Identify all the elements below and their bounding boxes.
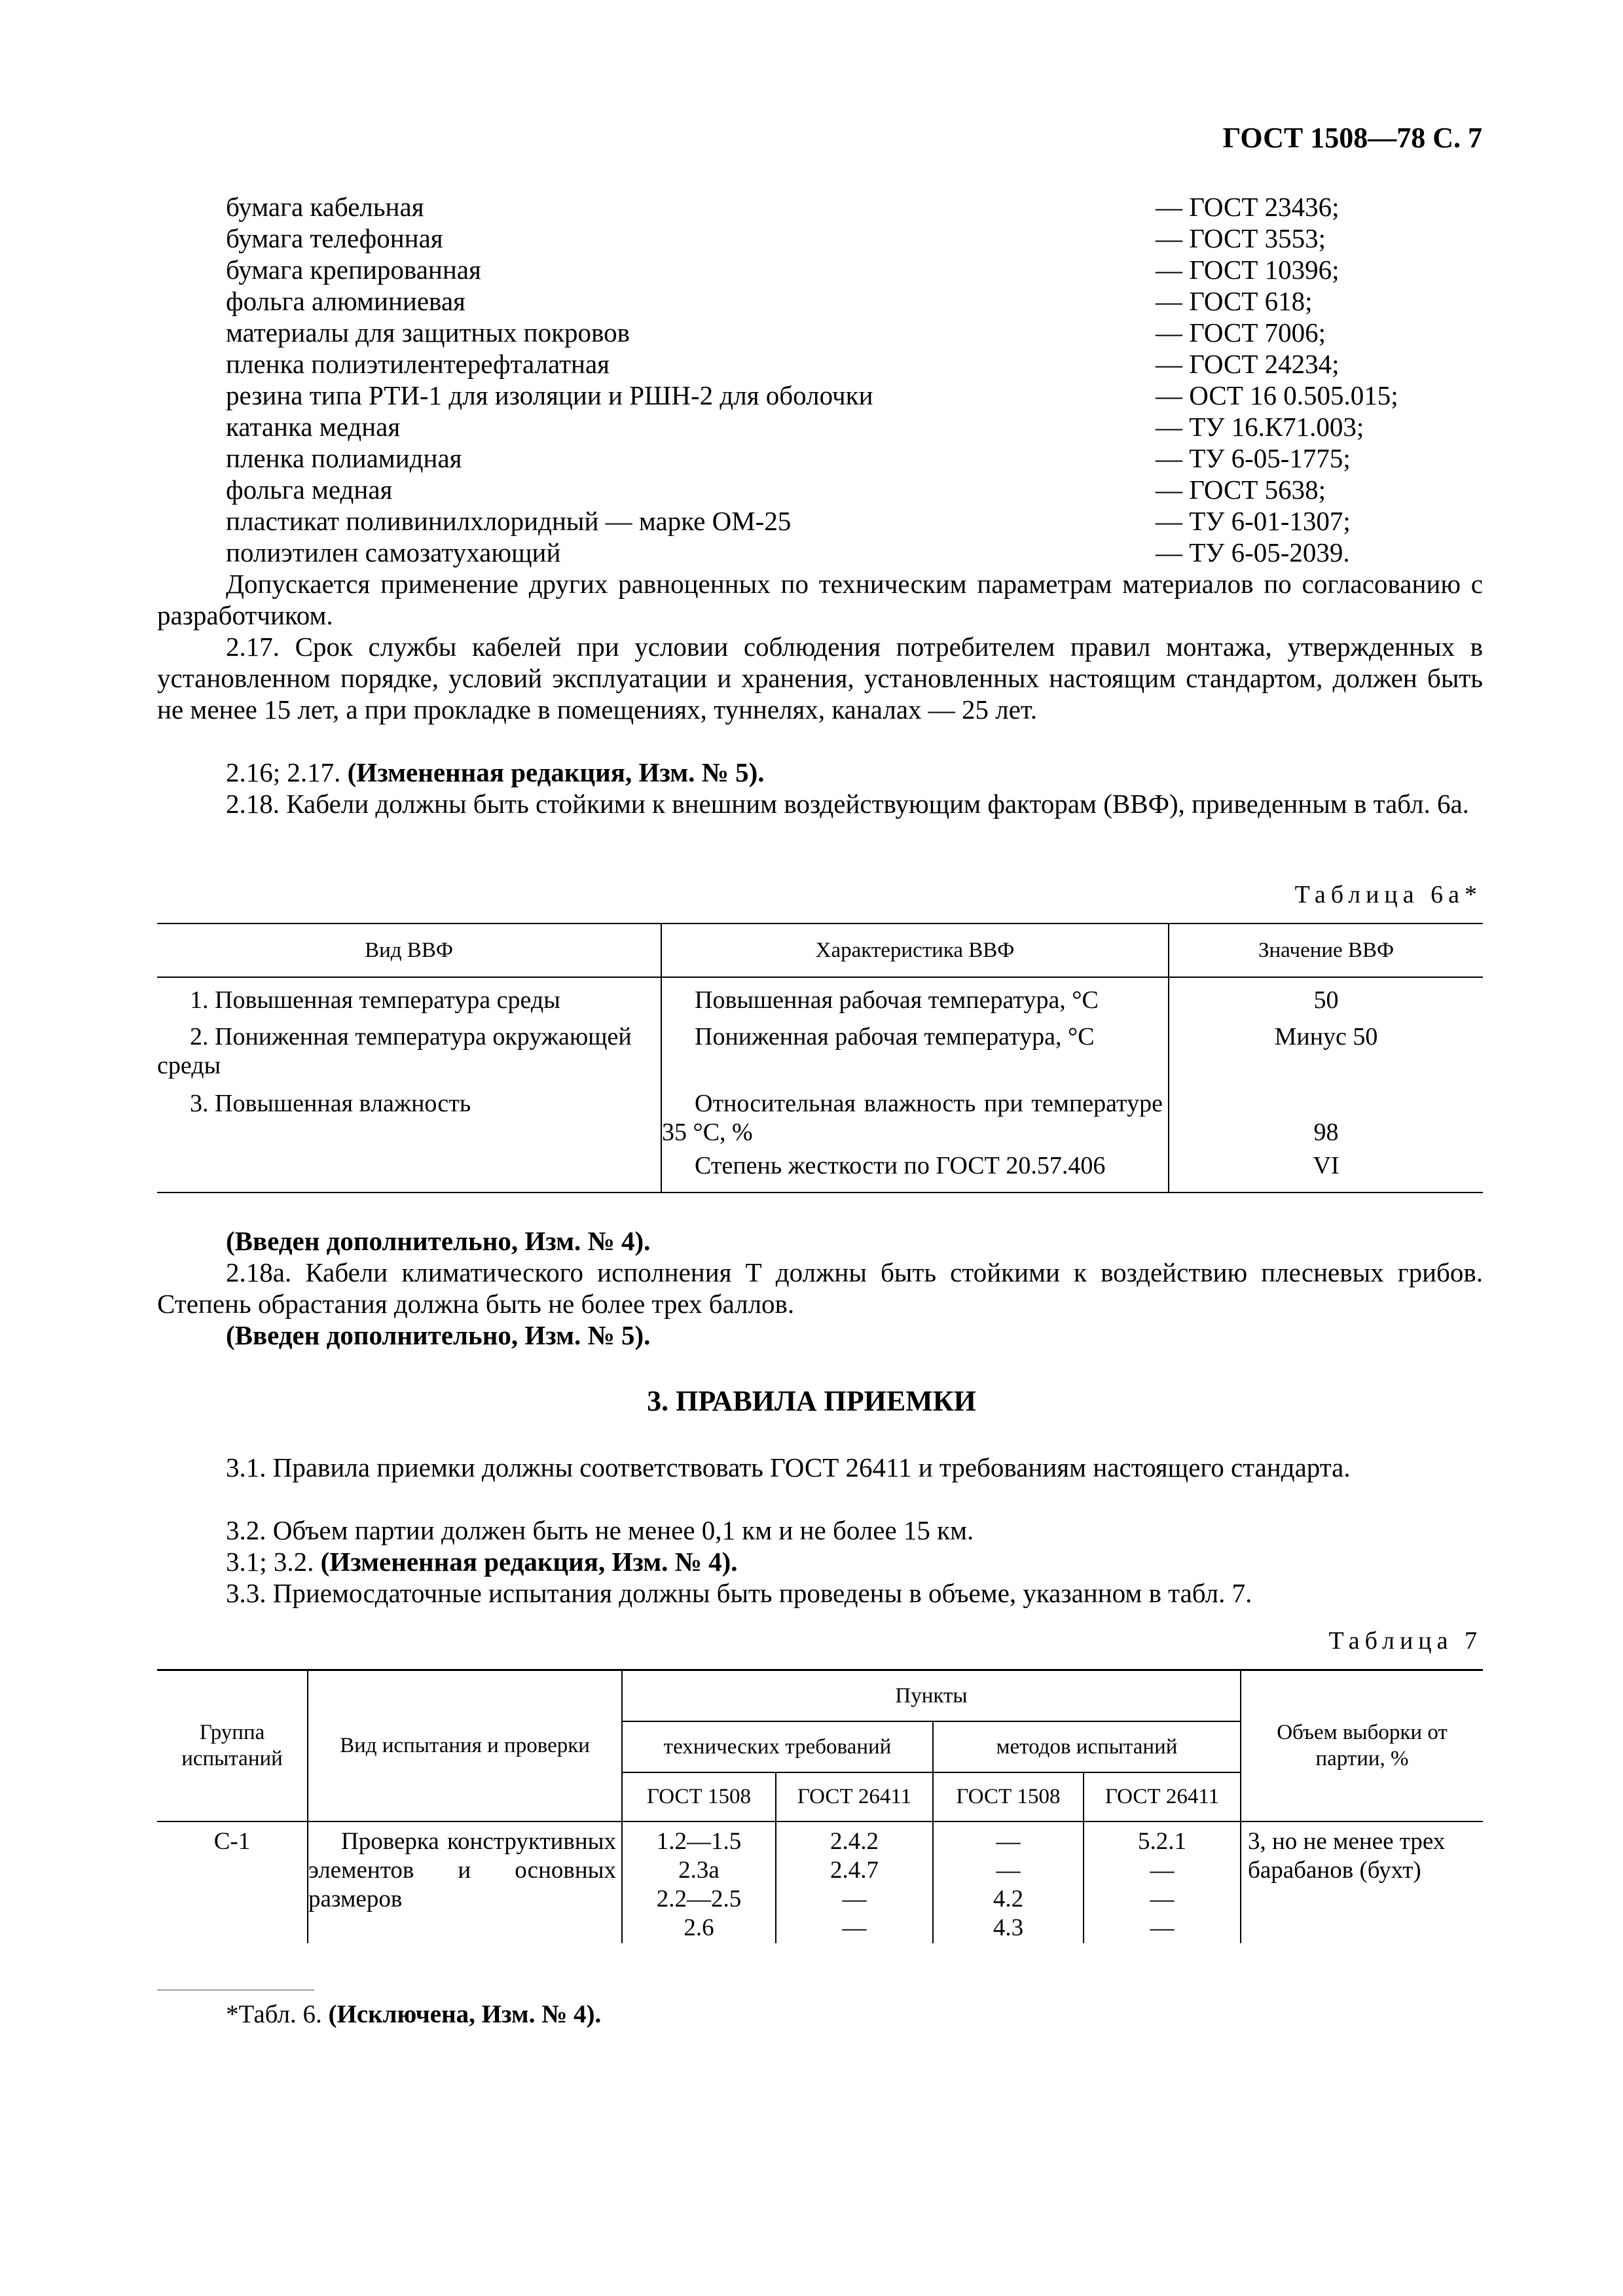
cell-tech-gost1508 [622,1821,776,1943]
material-name: материалы для защитных покровов [226,317,630,348]
material-standard: — ТУ 6-05-1775; [1156,443,1351,473]
column-header-gost26411: ГОСТ 26411 [776,1772,933,1821]
footnote-ref: *Табл. 6. [226,2000,322,2028]
material-name: бумага кабельная [226,192,424,222]
list-item [226,254,1483,285]
column-header-characteristic: Характеристика ВВФ [661,924,1169,977]
paragraph-2-18: 2.18. Кабели должны быть стойкими к внешним воздействующим факторам (ВВФ), приведенным в табл. 6а. [226,789,1469,819]
table-row [157,1151,1483,1193]
cell-value: 98 [1313,1119,1339,1146]
table-header-row [157,924,1483,977]
list-item [226,411,1483,442]
cell-kind: Проверка конструктивных элементов и основных размеров [308,1821,622,1943]
amendment-note-2-16-2-17 [157,757,1483,788]
list-item [226,285,1483,317]
material-standard: — ТУ 16.К71.003; [1156,412,1364,442]
material-standard: — ГОСТ 7006; [1156,317,1326,348]
list-item [226,380,1483,411]
point-value: — [996,1827,1021,1855]
materials-list [226,191,1483,568]
material-name: полиэтилен самозатухающий [226,537,561,567]
cell-characteristic: Относительная влажность при температуре 35 °С, % [661,1085,1169,1151]
list-item [226,442,1483,474]
material-standard: — ГОСТ 10396; [1156,255,1340,285]
table-row [157,1085,1483,1151]
material-name: резина типа РТИ-1 для изоляции и РШН-2 для оболочки [226,380,873,410]
material-standard: — ГОСТ 24234; [1156,349,1340,379]
point-value: — [996,1856,1021,1884]
material-standard: — ГОСТ 5638; [1156,475,1326,505]
point-value: 2.3а [678,1856,720,1884]
material-name: пленка полиэтилентерефталатная [226,349,610,379]
list-item [226,474,1483,505]
list-item [226,223,1483,254]
point-value: 2.4.7 [830,1856,879,1884]
cell-value: VI [1169,1151,1483,1193]
material-standard: — ОСТ 16 0.505.015; [1156,380,1398,410]
material-name: бумага телефонная [226,223,443,253]
list-item [226,537,1483,568]
paragraph-3-2: 3.2. Объем партии должен быть не менее 0,1 км и не более 15 км. [226,1515,974,1545]
point-value: — [842,1914,867,1941]
amendment-text: (Измененная редакция, Изм. № 4). [320,1547,738,1577]
point-value: 2.2—2.5 [656,1885,742,1912]
column-header-kind: Вид испытания и проверки [308,1670,622,1821]
column-header-tech: технических требований [622,1721,933,1772]
point-value: 5.2.1 [1138,1827,1186,1855]
column-header-points: Пункты [622,1670,1241,1721]
cell-kind: 2. Пониженная температура окружающей среды [157,1020,661,1085]
cell-characteristic: Степень жесткости по ГОСТ 20.57.406 [661,1151,1169,1193]
column-header-methods: методов испытаний [933,1721,1241,1772]
column-header-gost1508: ГОСТ 1508 [933,1772,1084,1821]
table-row [157,977,1483,1020]
cell-methods-gost1508 [933,1821,1084,1943]
point-value: 2.4.2 [830,1827,879,1855]
cell-characteristic: Повышенная рабочая температура, °С [661,977,1169,1020]
material-name: катанка медная [226,412,401,442]
cell-value: Минус 50 [1274,1023,1378,1050]
column-header-kind: Вид ВВФ [157,924,661,977]
point-value: 2.6 [684,1914,714,1941]
material-name: фольга алюминиевая [226,286,465,316]
material-standard: — ГОСТ 23436; [1156,192,1340,222]
footnote [226,2000,601,2029]
list-item [226,191,1483,223]
amendment-text: (Измененная редакция, Изм. № 5). [347,757,765,787]
column-header-gost1508: ГОСТ 1508 [622,1772,776,1821]
material-standard: — ГОСТ 618; [1156,286,1313,316]
section-title: 3. ПРАВИЛА ПРИЕМКИ [647,1385,976,1417]
cell-kind [157,1151,661,1193]
cell-tech-gost26411 [776,1821,933,1943]
column-header-group: Группа испытаний [157,1670,308,1821]
list-item [226,505,1483,537]
material-name: пленка полиамидная [226,443,462,473]
column-header-sample: Объем выборки от партии, % [1241,1670,1483,1821]
footnote-text: (Исключена, Изм. № 4). [328,2000,602,2028]
paragraph-3-1: 3.1. Правила приемки должны соответствовать ГОСТ 26411 и требованиям настоящего стандарта. [226,1452,1351,1482]
amendment-note-5: (Введен дополнительно, Изм. № 5). [226,1320,651,1350]
cell-kind: 3. Повышенная влажность [157,1085,661,1151]
cell-kind: 1. Повышенная температура среды [157,977,661,1020]
amendment-note-3-1-3-2 [157,1546,1483,1577]
point-value: — [1150,1914,1175,1941]
material-name: фольга медная [226,475,393,505]
point-value: 1.2—1.5 [656,1827,742,1855]
table-6a-caption: Таблица 6а* [1294,881,1482,908]
cell-methods-gost26411 [1084,1821,1241,1943]
table-row [157,1020,1483,1085]
table-header-row [157,1670,1483,1721]
paragraph-2-17: 2.17. Срок службы кабелей при условии соблюдения потребителем правил монтажа, утвержденных в установленном порядке, условий эксплуатации и хранения, установленных настоящим стандартом, должен быть не менее 15 лет, а при прокладке в помещениях, туннелях, каналах — 25 лет. [157,632,1483,725]
paragraph-2-18a: 2.18а. Кабели климатического исполнения Т должны быть стойкими к воздействию плесневых грибов. Степень обрастания должна быть не более трех баллов. [157,1257,1483,1319]
clause-ref: 2.16; 2.17. [226,757,341,787]
cell-sample: 3, но не менее трех барабанов (бухт) [1248,1827,1446,1884]
material-standard: — ГОСТ 3553; [1156,223,1326,253]
point-value: 4.3 [993,1914,1024,1941]
column-header-gost26411: ГОСТ 26411 [1084,1772,1241,1821]
column-header-value: Значение ВВФ [1169,924,1483,977]
point-value: — [1150,1885,1175,1912]
material-standard: — ТУ 6-01-1307; [1156,506,1351,536]
point-value: — [1150,1856,1175,1884]
table-row [157,1821,1483,1943]
point-value: 4.2 [993,1885,1024,1912]
table-7-caption: Таблица 7 [1328,1627,1482,1655]
table-7 [157,1669,1483,1943]
cell-group: С-1 [157,1821,308,1943]
cell-characteristic: Пониженная рабочая температура, °С [661,1020,1169,1085]
paragraph-allowed-materials: Допускается применение других равноценных по техническим параметрам материалов по согласованию с разработчиком. [157,569,1483,630]
material-name: пластикат поливинилхлоридный — марке ОМ-25 [226,506,792,536]
list-item [226,317,1483,348]
page-header: ГОСТ 1508—78 С. 7 [1222,122,1482,154]
cell-value: 50 [1313,986,1339,1014]
amendment-note-4: (Введен дополнительно, Изм. № 4). [226,1226,651,1256]
point-value: — [842,1885,867,1912]
table-6a [157,923,1483,1193]
clause-ref: 3.1; 3.2. [226,1547,314,1577]
list-item [226,348,1483,380]
material-name: бумага крепированная [226,255,481,285]
paragraph-3-3: 3.3. Приемосдаточные испытания должны быть проведены в объеме, указанном в табл. 7. [226,1578,1252,1608]
material-standard: — ТУ 6-05-2039. [1156,537,1350,567]
